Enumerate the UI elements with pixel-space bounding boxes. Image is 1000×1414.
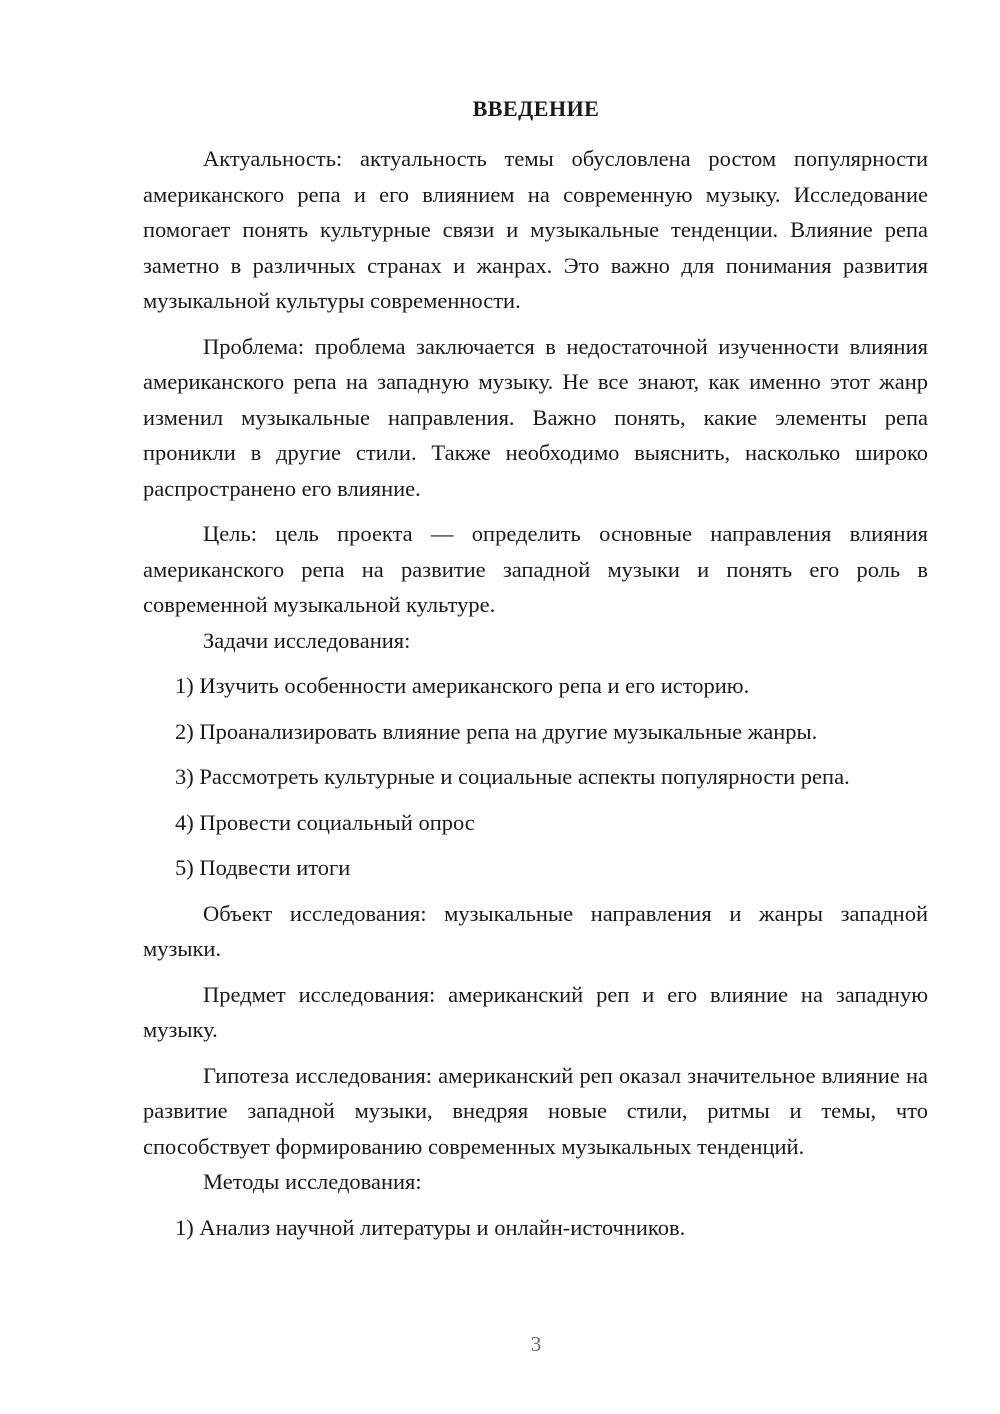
task-item-2: 2) Проанализировать влияние репа на другие музыкальные жанры. — [175, 718, 818, 744]
subject-paragraph: Предмет исследования: американский реп и его влияние на западную музыку. — [143, 981, 928, 1042]
task-item-3: 3) Рассмотреть культурные и социальные аспекты популярности репа. — [175, 764, 850, 789]
relevance-paragraph: Актуальность: актуальность темы обусловлена ростом популярности американского репа и его влиянием на современную музыку. Исследование помогает понять культурные связи и музыкальные тенденции. Влияние репа заметно в различных странах и жанрах. Это важно для понимания развития музыкальной культуры современности. — [143, 146, 928, 313]
task-item-4: 4) Провести социальный опрос — [175, 809, 475, 835]
task-item-1: 1) Изучить особенности американского репа и его историю. — [175, 673, 750, 698]
problem-paragraph: Проблема: проблема заключается в недостаточной изученности влияния американского репа на западную музыку. Не все знают, как именно этот жанр изменил музыкальные направления. Важно понять, какие элементы репа проникли в другие стили. Также необходимо выяснить, насколько широко распространено его влияние. — [143, 333, 928, 501]
tasks-heading: Задачи исследования: — [203, 627, 411, 653]
page-title: ВВЕДЕНИЕ — [472, 96, 600, 121]
goal-paragraph: Цель: цель проекта — определить основные направления влияния американского репа на развитие западной музыки и понять его роль в современной музыкальной культуре. — [143, 521, 928, 617]
document-body — [143, 141, 928, 1245]
object-paragraph: Объект исследования: музыкальные направления и жанры западной музыки. — [143, 900, 928, 961]
method-item-1: 1) Анализ научной литературы и онлайн-источников. — [175, 1214, 686, 1240]
page-number: 3 — [530, 1332, 542, 1356]
hypothesis-paragraph: Гипотеза исследования: американский реп оказал значительное влияние на развитие западной музыки, внедряя новые стили, ритмы и темы, что способствует формированию современных музыкальных тенденций. — [143, 1062, 928, 1159]
task-item-5: 5) Подвести итоги — [175, 855, 351, 880]
methods-heading: Методы исследования: — [203, 1169, 422, 1194]
